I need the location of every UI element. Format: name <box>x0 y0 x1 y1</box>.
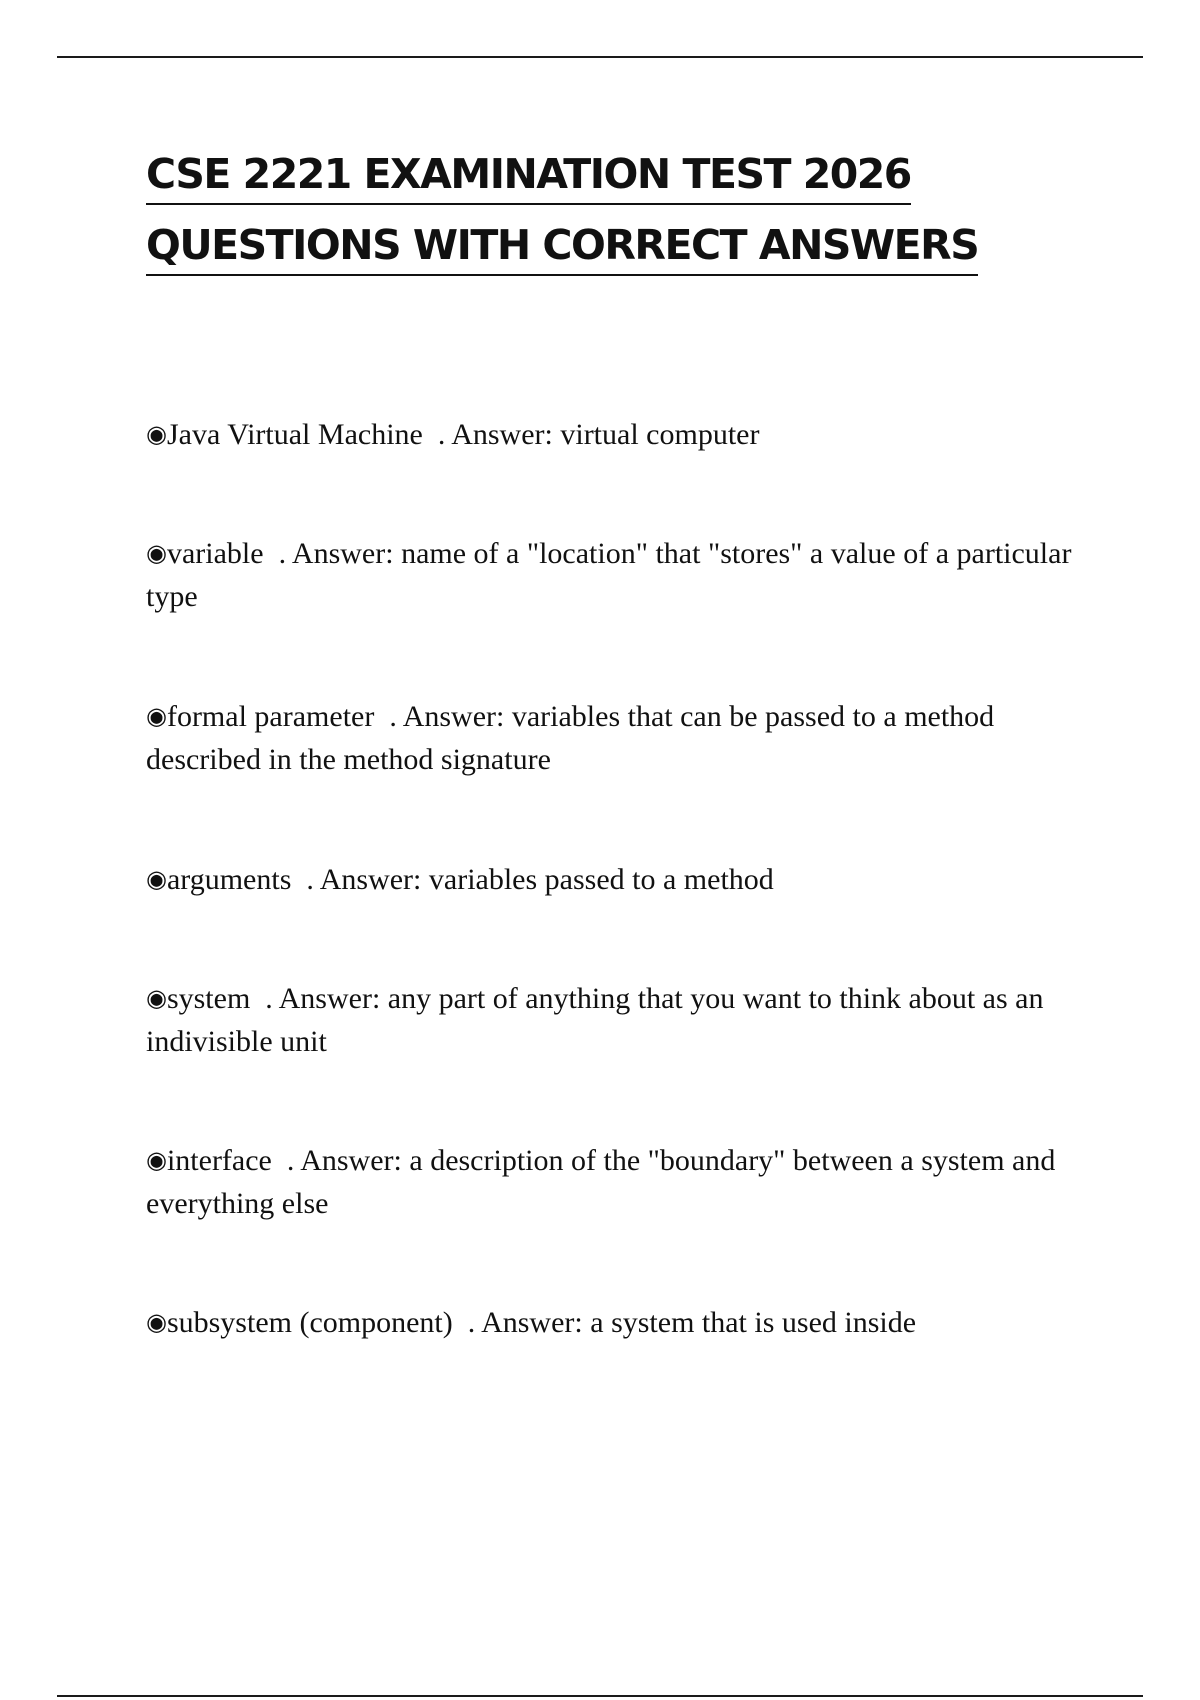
qa-item <box>146 858 1091 901</box>
document-title <box>146 140 1146 279</box>
qa-answer-separator: . Answer: <box>250 982 388 1015</box>
qa-answer: any part of anything that you want to think about as an indivisible unit <box>146 982 1044 1058</box>
qa-answer-separator: . Answer: <box>422 418 561 451</box>
qa-item <box>146 532 1091 618</box>
qa-item <box>146 695 1091 781</box>
qa-item <box>146 1301 1091 1344</box>
qa-item <box>146 977 1091 1063</box>
qa-answer-separator: . Answer: <box>271 1144 410 1177</box>
qa-answer-separator: . Answer: <box>374 700 512 733</box>
qa-answer-separator: . Answer: <box>263 537 402 570</box>
qa-answer: name of a "location" that "stores" a value of a particular type <box>146 537 1072 613</box>
qa-answer-separator: . Answer: <box>452 1306 591 1339</box>
bullet-icon: ◉ <box>146 420 167 448</box>
qa-term: arguments <box>166 863 292 896</box>
qa-term: interface <box>166 1144 272 1177</box>
top-rule <box>57 56 1143 58</box>
qa-term: variable <box>166 537 264 570</box>
qa-answer-separator: . Answer: <box>291 863 429 896</box>
bullet-icon: ◉ <box>146 865 167 893</box>
qa-item <box>146 1139 1091 1225</box>
qa-item <box>146 413 1091 456</box>
qa-term: system <box>166 982 251 1015</box>
qa-answer: variables that can be passed to a method described in the method signature <box>146 700 995 776</box>
bullet-icon: ◉ <box>146 702 167 730</box>
qa-term: formal parameter <box>166 700 375 733</box>
title-line-1: CSE 2221 EXAMINATION TEST 2026 <box>146 145 911 205</box>
qa-answer: variables passed to a method <box>428 863 774 896</box>
bullet-icon: ◉ <box>146 539 167 567</box>
qa-term: subsystem (component) <box>166 1306 453 1339</box>
bottom-rule <box>57 1695 1143 1697</box>
qa-answer: virtual computer <box>560 418 760 451</box>
qa-answer: a system that is used inside <box>590 1306 917 1339</box>
bullet-icon: ◉ <box>146 1308 167 1336</box>
qa-answer: a description of the "boundary" between a system and everything else <box>146 1144 1056 1220</box>
title-line-2: QUESTIONS WITH CORRECT ANSWERS <box>146 216 978 276</box>
bullet-icon: ◉ <box>146 1146 167 1174</box>
bullet-icon: ◉ <box>146 984 167 1012</box>
qa-term: Java Virtual Machine <box>166 418 423 451</box>
